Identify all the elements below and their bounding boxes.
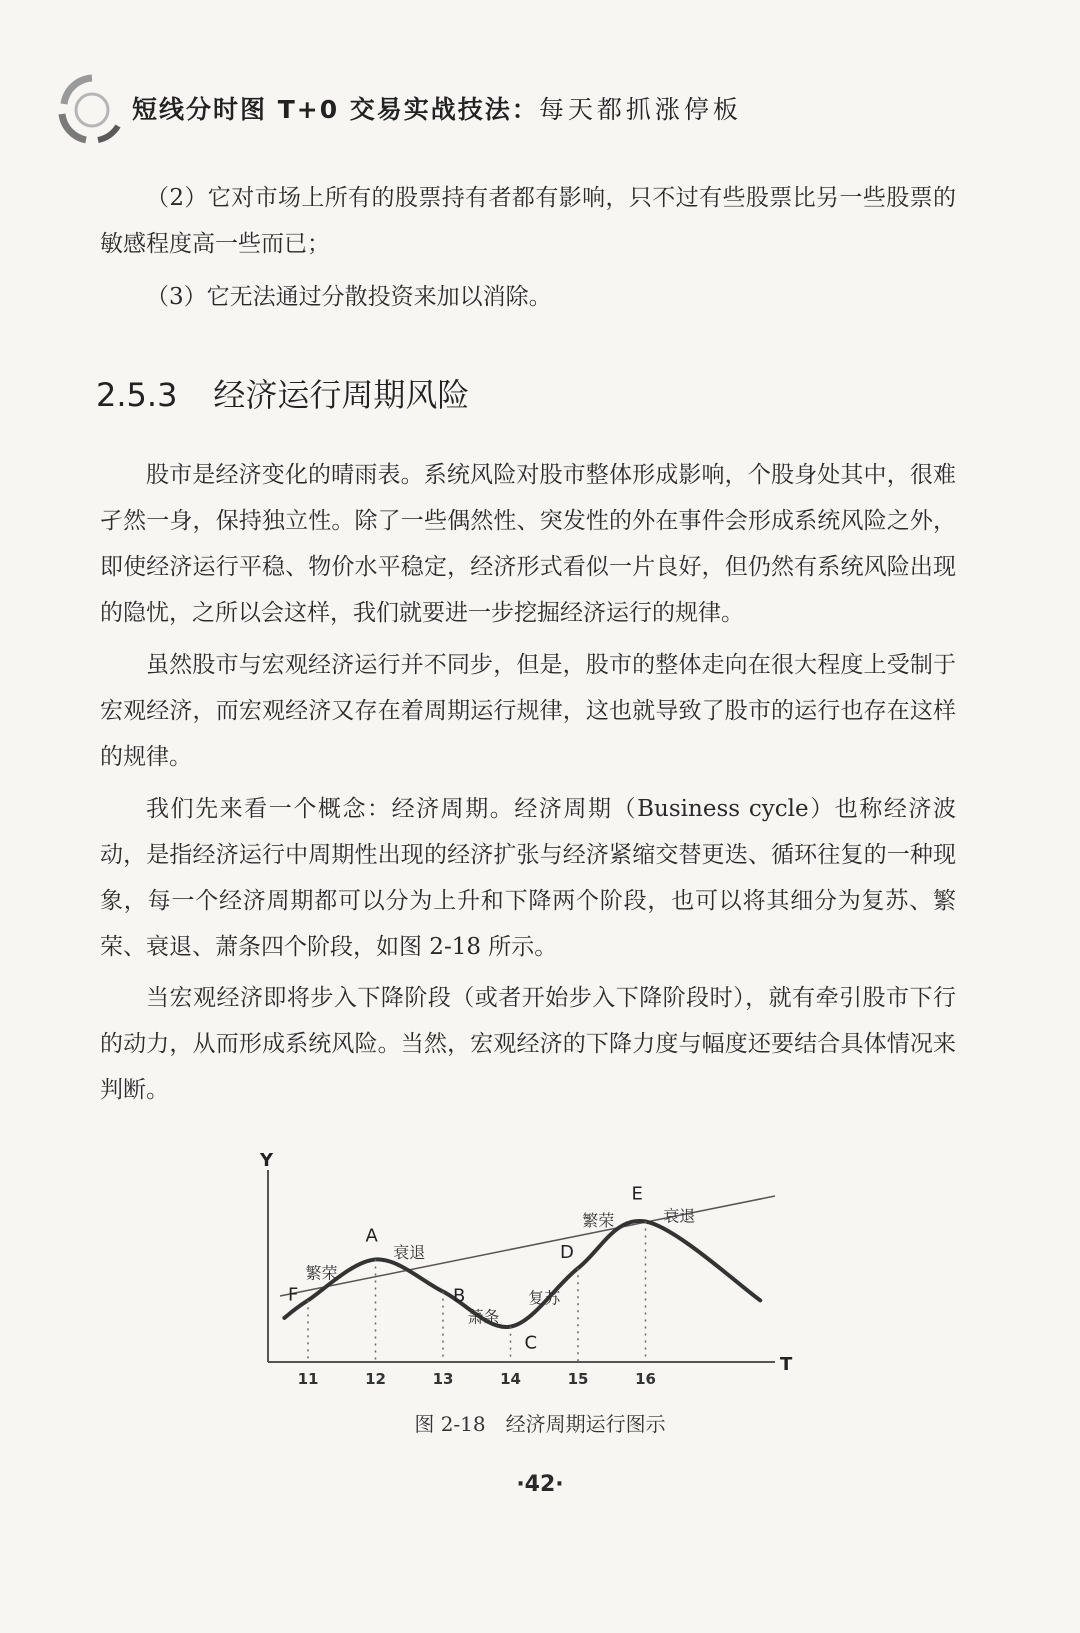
economic-cycle-chart	[240, 1140, 820, 1395]
section-title: 经济运行周期风险	[213, 376, 470, 414]
header-title-sub: 每天都抓涨停板	[538, 95, 742, 124]
body-paragraph-4: 当宏观经济即将步入下降阶段（或者开始步入下降阶段时），就有牵引股市下行的动力，从而形成系统风险。当然，宏观经济的下降力度与幅度还要结合具体情况来判断。	[100, 985, 956, 1103]
point-label-d: D	[560, 1242, 574, 1264]
x-tick-label: 15	[567, 1370, 589, 1388]
header-title	[132, 90, 742, 126]
y-axis-label: Y	[260, 1150, 274, 1171]
phase-label: 复苏	[528, 1288, 561, 1308]
section-heading	[96, 370, 469, 416]
point-label-f: F	[288, 1284, 299, 1306]
x-tick-label: 14	[500, 1370, 521, 1388]
phase-label: 衰退	[393, 1243, 426, 1263]
x-tick-label: 16	[635, 1370, 656, 1388]
point-label-b: B	[453, 1285, 466, 1307]
body-paragraph-3: 我们先来看一个概念：经济周期。经济周期（Business cycle）也称经济波动，是指经济运行中周期性出现的经济扩张与经济紧缩交替更迭、循环往复的一种现象，每一个经济周期都可以分为上升和下降两个阶段，也可以将其细分为复苏、繁荣、衰退、萧条四个阶段，如图 2-18 所示。	[100, 796, 956, 960]
page-number: ·42·	[516, 1472, 564, 1497]
point-label-c: C	[524, 1332, 538, 1354]
x-tick-label: 12	[365, 1370, 386, 1388]
body-paragraph-1: 股市是经济变化的晴雨表。系统风险对股市整体形成影响，个股身处其中，很难孑然一身，保持独立性。除了一些偶然性、突发性的外在事件会形成系统风险之外，即使经济运行平稳、物价水平稳定，经济形式看似一片良好，但仍然有系统风险出现的隐忧，之所以会这样，我们就要进一步挖掘经济运行的规律。	[100, 462, 956, 626]
figure-caption: 图 2-18 经济周期运行图示	[414, 1412, 666, 1436]
x-tick-label: 11	[297, 1370, 319, 1388]
body-paragraph-2: 虽然股市与宏观经济运行并不同步，但是，股市的整体走向在很大程度上受制于宏观经济，而宏观经济又存在着周期运行规律，这也就导致了股市的运行也存在这样的规律。	[100, 652, 956, 770]
cycle-curve	[284, 1221, 760, 1327]
x-axis-label: T	[780, 1354, 793, 1375]
header-title-main: 短线分时图 T+0 交易实战技法：	[132, 95, 539, 124]
x-tick-label: 13	[432, 1370, 454, 1388]
phase-label: 萧条	[467, 1307, 500, 1327]
phase-label: 繁荣	[305, 1263, 338, 1283]
section-number: 2.5.3	[96, 376, 178, 414]
running-header	[52, 70, 1032, 150]
point-label-a: A	[365, 1225, 378, 1247]
phase-label: 衰退	[663, 1206, 696, 1226]
trend-line	[280, 1196, 775, 1296]
book-logo-icon	[52, 70, 130, 148]
point-label-e: E	[631, 1183, 643, 1205]
paragraph-point-3: （3）它无法通过分散投资来加以消除。	[146, 284, 552, 310]
paragraph-point-2: （2）它对市场上所有的股票持有者都有影响，只不过有些股票比另一些股票的敏感程度高一些而已；	[100, 185, 956, 257]
phase-label: 繁荣	[582, 1210, 615, 1230]
